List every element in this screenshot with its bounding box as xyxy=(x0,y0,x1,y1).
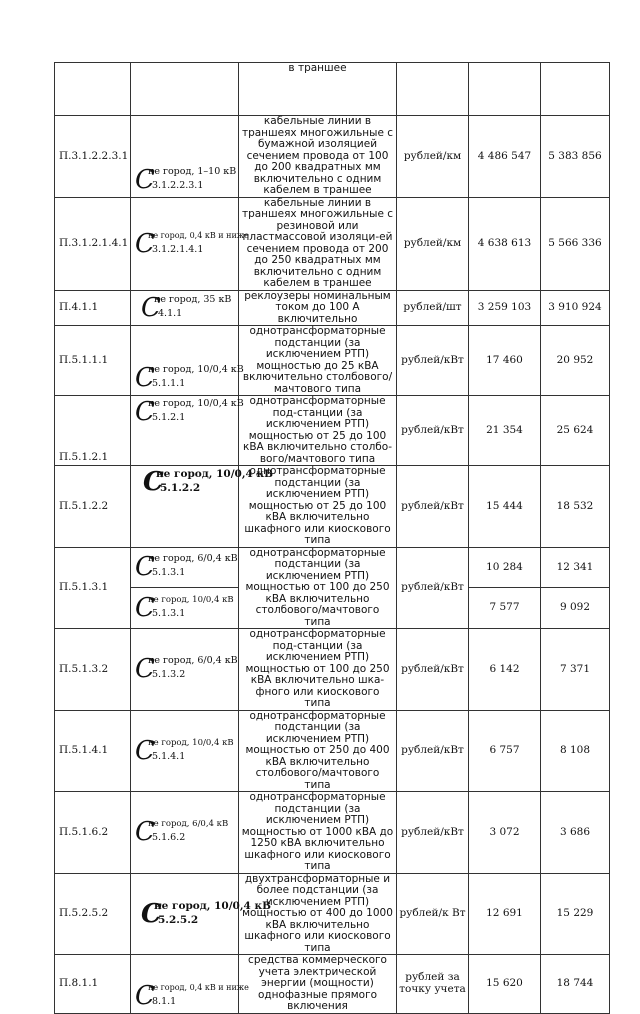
row-unit: рублей/кВт xyxy=(397,466,469,548)
formula-superscript: не город, 0,4 кВ и ниже xyxy=(148,982,249,992)
tariff-formula: C не город, 10/0,4 кВ 5.1.1.1 xyxy=(135,363,244,393)
row-unit: рублей за точку учета xyxy=(397,955,469,1014)
formula-cell xyxy=(131,326,244,396)
row-description: кабельные линии в траншеях многожильные с бумажной изоляцией сечением провода от 100 до 200 квадратных мм включительно с одним кабелем в траншее xyxy=(239,116,397,198)
value-2: 20 952 xyxy=(541,326,610,396)
value-2: 7 371 xyxy=(541,629,610,711)
formula-cell xyxy=(131,396,244,466)
formula-superscript: не город, 10/0,4 кВ xyxy=(148,398,244,409)
value-1: 6 757 xyxy=(469,710,541,792)
formula-superscript: не город, 35 кВ xyxy=(154,293,232,305)
value-1: 7 577 xyxy=(469,588,541,629)
formula-superscript: не город, 6/0,4 кВ xyxy=(148,553,238,565)
row-unit: рублей/кВт xyxy=(397,792,469,874)
tariff-formula: C не город, 6/0,4 кВ 5.1.3.2 xyxy=(135,654,238,685)
row-unit: рублей/кВт xyxy=(397,326,469,396)
table-row xyxy=(55,710,610,792)
tariff-formula: C не город, 0,4 кВ и ниже 8.1.1 xyxy=(135,980,249,1011)
table-row xyxy=(55,792,610,874)
formula-subscript: 4.1.1 xyxy=(158,307,183,319)
row-unit: рублей/кВт xyxy=(397,396,469,466)
row-unit: рублей/кВт xyxy=(397,710,469,792)
row-unit: рублей/км xyxy=(397,197,469,290)
formula-subscript: 3.1.2.2.3.1 xyxy=(152,179,204,191)
row-code: П.5.1.2.1 xyxy=(55,396,131,466)
row-code: П.8.1.1 xyxy=(55,955,131,1014)
tariff-table xyxy=(54,62,610,1014)
row-description: однотрансформаторные под-станции (за исключением РТП) мощностью от 100 до 250 кВА включительно шка-фного или киоскового типа xyxy=(239,629,397,711)
row-unit xyxy=(397,63,469,116)
value-1: 15 620 xyxy=(469,955,541,1014)
formula-subscript: 5.1.2.1 xyxy=(152,412,186,423)
table-row xyxy=(55,290,610,326)
row-code: П.5.1.6.2 xyxy=(55,792,131,874)
row-unit: рублей/км xyxy=(397,116,469,198)
row-code: П.5.1.4.1 xyxy=(55,710,131,792)
row-code: П.5.2.5.2 xyxy=(55,873,131,955)
formula-cell xyxy=(131,466,273,548)
row-code: П.5.1.2.2 xyxy=(55,466,131,548)
value-1: 3 072 xyxy=(469,792,541,874)
value-2: 18 744 xyxy=(541,955,610,1014)
formula-subscript: 8.1.1 xyxy=(152,995,177,1007)
row-code: П.4.1.1 xyxy=(55,290,131,326)
value-2: 9 092 xyxy=(541,588,610,629)
tariff-formula: C не город, 35 кВ 4.1.1 xyxy=(141,292,232,323)
value-2 xyxy=(541,63,610,116)
formula-subscript: 5.1.3.1 xyxy=(152,608,186,620)
formula-superscript: не город, 10/0,4 кВ xyxy=(154,899,271,912)
row-description: двухтрансформаторные и более подстанции (за исключением РТП) мощностью от 400 до 1000 кВА включительно шкафного или киоскового типа xyxy=(239,873,397,955)
formula-superscript: не город, 10/0,4 кВ xyxy=(148,364,244,375)
tariff-formula: C не город, 10/0,4 кВ 5.1.4.1 xyxy=(135,735,234,766)
formula-cell xyxy=(131,588,239,629)
value-2: 25 624 xyxy=(541,396,610,466)
row-code: П.3.1.2.2.3.1 xyxy=(55,116,131,198)
value-1: 4 486 547 xyxy=(469,116,541,198)
formula-cell xyxy=(131,955,249,1014)
formula-superscript: не город, 10/0,4 кВ xyxy=(156,468,273,480)
value-2: 8 108 xyxy=(541,710,610,792)
table-row xyxy=(55,466,610,548)
value-1: 15 444 xyxy=(469,466,541,548)
value-1: 10 284 xyxy=(469,547,541,588)
row-unit: рублей/шт xyxy=(397,290,469,326)
row-description: средства коммерческого учета электрической энергии (мощности) однофазные прямого включения xyxy=(239,955,397,1014)
value-1: 4 638 613 xyxy=(469,197,541,290)
value-1 xyxy=(469,63,541,116)
row-code: П.5.1.3.2 xyxy=(55,629,131,711)
formula-cell xyxy=(131,547,239,588)
row-description: кабельные линии в траншеях многожильные с резиновой или пластмассовой изоляци-ей сечением провода от 200 до 250 квадратных мм включительно с одним кабелем в траншее xyxy=(239,197,397,290)
row-description: однотрансформаторные подстанции (за исключением РТП) мощностью от 25 до 100 кВА включительно шкафного или киоскового типа xyxy=(239,466,397,548)
formula-cell xyxy=(131,873,271,955)
formula-superscript: не город, 6/0,4 кВ xyxy=(148,655,238,667)
table-row xyxy=(55,326,610,396)
formula-cell xyxy=(131,63,239,116)
formula-cell xyxy=(131,629,239,711)
formula-subscript: 5.1.2.2 xyxy=(160,482,201,494)
table-row xyxy=(55,547,610,588)
tariff-formula: C не город, 10/0,4 кВ 5.2.5.2 xyxy=(141,898,271,929)
value-1: 3 259 103 xyxy=(469,290,541,326)
value-2: 18 532 xyxy=(541,466,610,548)
value-1: 6 142 xyxy=(469,629,541,711)
tariff-formula: C не город, 10/0,4 кВ 5.1.2.1 xyxy=(135,397,244,427)
row-description: однотрансформаторные подстанции (за исключением РТП) мощностью от 1000 кВА до 1250 кВА включительно шкафного или киоскового типа xyxy=(239,792,397,874)
tariff-formula: C не город, 10/0,4 кВ 5.1.2.2 xyxy=(143,467,273,497)
table-row xyxy=(55,955,610,1014)
table-row xyxy=(55,63,610,116)
formula-subscript: 5.1.6.2 xyxy=(152,832,186,844)
value-1: 17 460 xyxy=(469,326,541,396)
row-code xyxy=(55,63,131,116)
value-2: 5 566 336 xyxy=(541,197,610,290)
row-description: однотрансформаторные подстанции (за исключением РТП) мощностью от 100 до 250 кВА включительно столбового/мачтового типа xyxy=(239,547,397,629)
table-row xyxy=(55,873,610,955)
row-description: однотрансформаторные под-станции (за исключением РТП) мощностью от 25 до 100 кВА включительно столбо-вого/мачтового типа xyxy=(239,396,397,466)
row-description: однотрансформаторные подстанции (за исключением РТП) мощностью от 250 до 400 кВА включительно столбового/мачтового типа xyxy=(239,710,397,792)
formula-subscript: 5.1.4.1 xyxy=(152,750,186,762)
tariff-formula: C не город, 6/0,4 кВ 5.1.6.2 xyxy=(135,817,229,848)
row-description: реклоузеры номинальным током до 100 А включительно xyxy=(239,290,397,326)
formula-subscript: 5.2.5.2 xyxy=(158,913,199,926)
row-description: в траншее xyxy=(239,63,397,116)
table-row xyxy=(55,396,610,466)
row-unit: рублей/кВт xyxy=(397,547,469,629)
formula-superscript: не город, 1–10 кВ xyxy=(148,165,237,177)
value-2: 3 910 924 xyxy=(541,290,610,326)
value-1: 21 354 xyxy=(469,396,541,466)
formula-cell xyxy=(131,290,239,326)
value-2: 15 229 xyxy=(541,873,610,955)
row-code: П.3.1.2.1.4.1 xyxy=(55,197,131,290)
row-code: П.5.1.1.1 xyxy=(55,326,131,396)
row-description: однотрансформаторные подстанции (за исключением РТП) мощностью до 25 кВА включительно столбового/мачтового типа xyxy=(239,326,397,396)
value-2: 3 686 xyxy=(541,792,610,874)
row-unit: рублей/к Вт xyxy=(397,873,469,955)
table-row xyxy=(55,629,610,711)
formula-cell xyxy=(131,197,249,290)
row-code: П.5.1.3.1 xyxy=(55,547,131,629)
formula-subscript: 5.1.1.1 xyxy=(152,378,186,389)
row-unit: рублей/кВт xyxy=(397,629,469,711)
formula-subscript: 3.1.2.1.4.1 xyxy=(152,243,204,255)
formula-subscript: 5.1.3.2 xyxy=(152,669,186,681)
value-1: 12 691 xyxy=(469,873,541,955)
formula-cell xyxy=(131,710,239,792)
formula-subscript: 5.1.3.1 xyxy=(152,567,186,579)
formula-superscript: не город, 0,4 кВ и ниже xyxy=(148,230,249,240)
tariff-formula: C не город, 10/0,4 кВ 5.1.3.1 xyxy=(135,593,234,624)
table-row xyxy=(55,116,610,198)
formula-superscript: не город, 10/0,4 кВ xyxy=(148,737,234,748)
formula-cell xyxy=(131,792,239,874)
formula-superscript: не город, 6/0,4 кВ xyxy=(148,819,229,830)
table-row xyxy=(55,197,610,290)
value-2: 12 341 xyxy=(541,547,610,588)
value-2: 5 383 856 xyxy=(541,116,610,198)
tariff-formula: C не город, 1–10 кВ 3.1.2.2.3.1 xyxy=(135,164,237,195)
tariff-formula: C не город, 6/0,4 кВ 5.1.3.1 xyxy=(135,552,238,583)
formula-superscript: не город, 10/0,4 кВ xyxy=(148,595,234,606)
tariff-formula: C не город, 0,4 кВ и ниже 3.1.2.1.4.1 xyxy=(135,228,249,259)
formula-cell xyxy=(131,116,239,198)
